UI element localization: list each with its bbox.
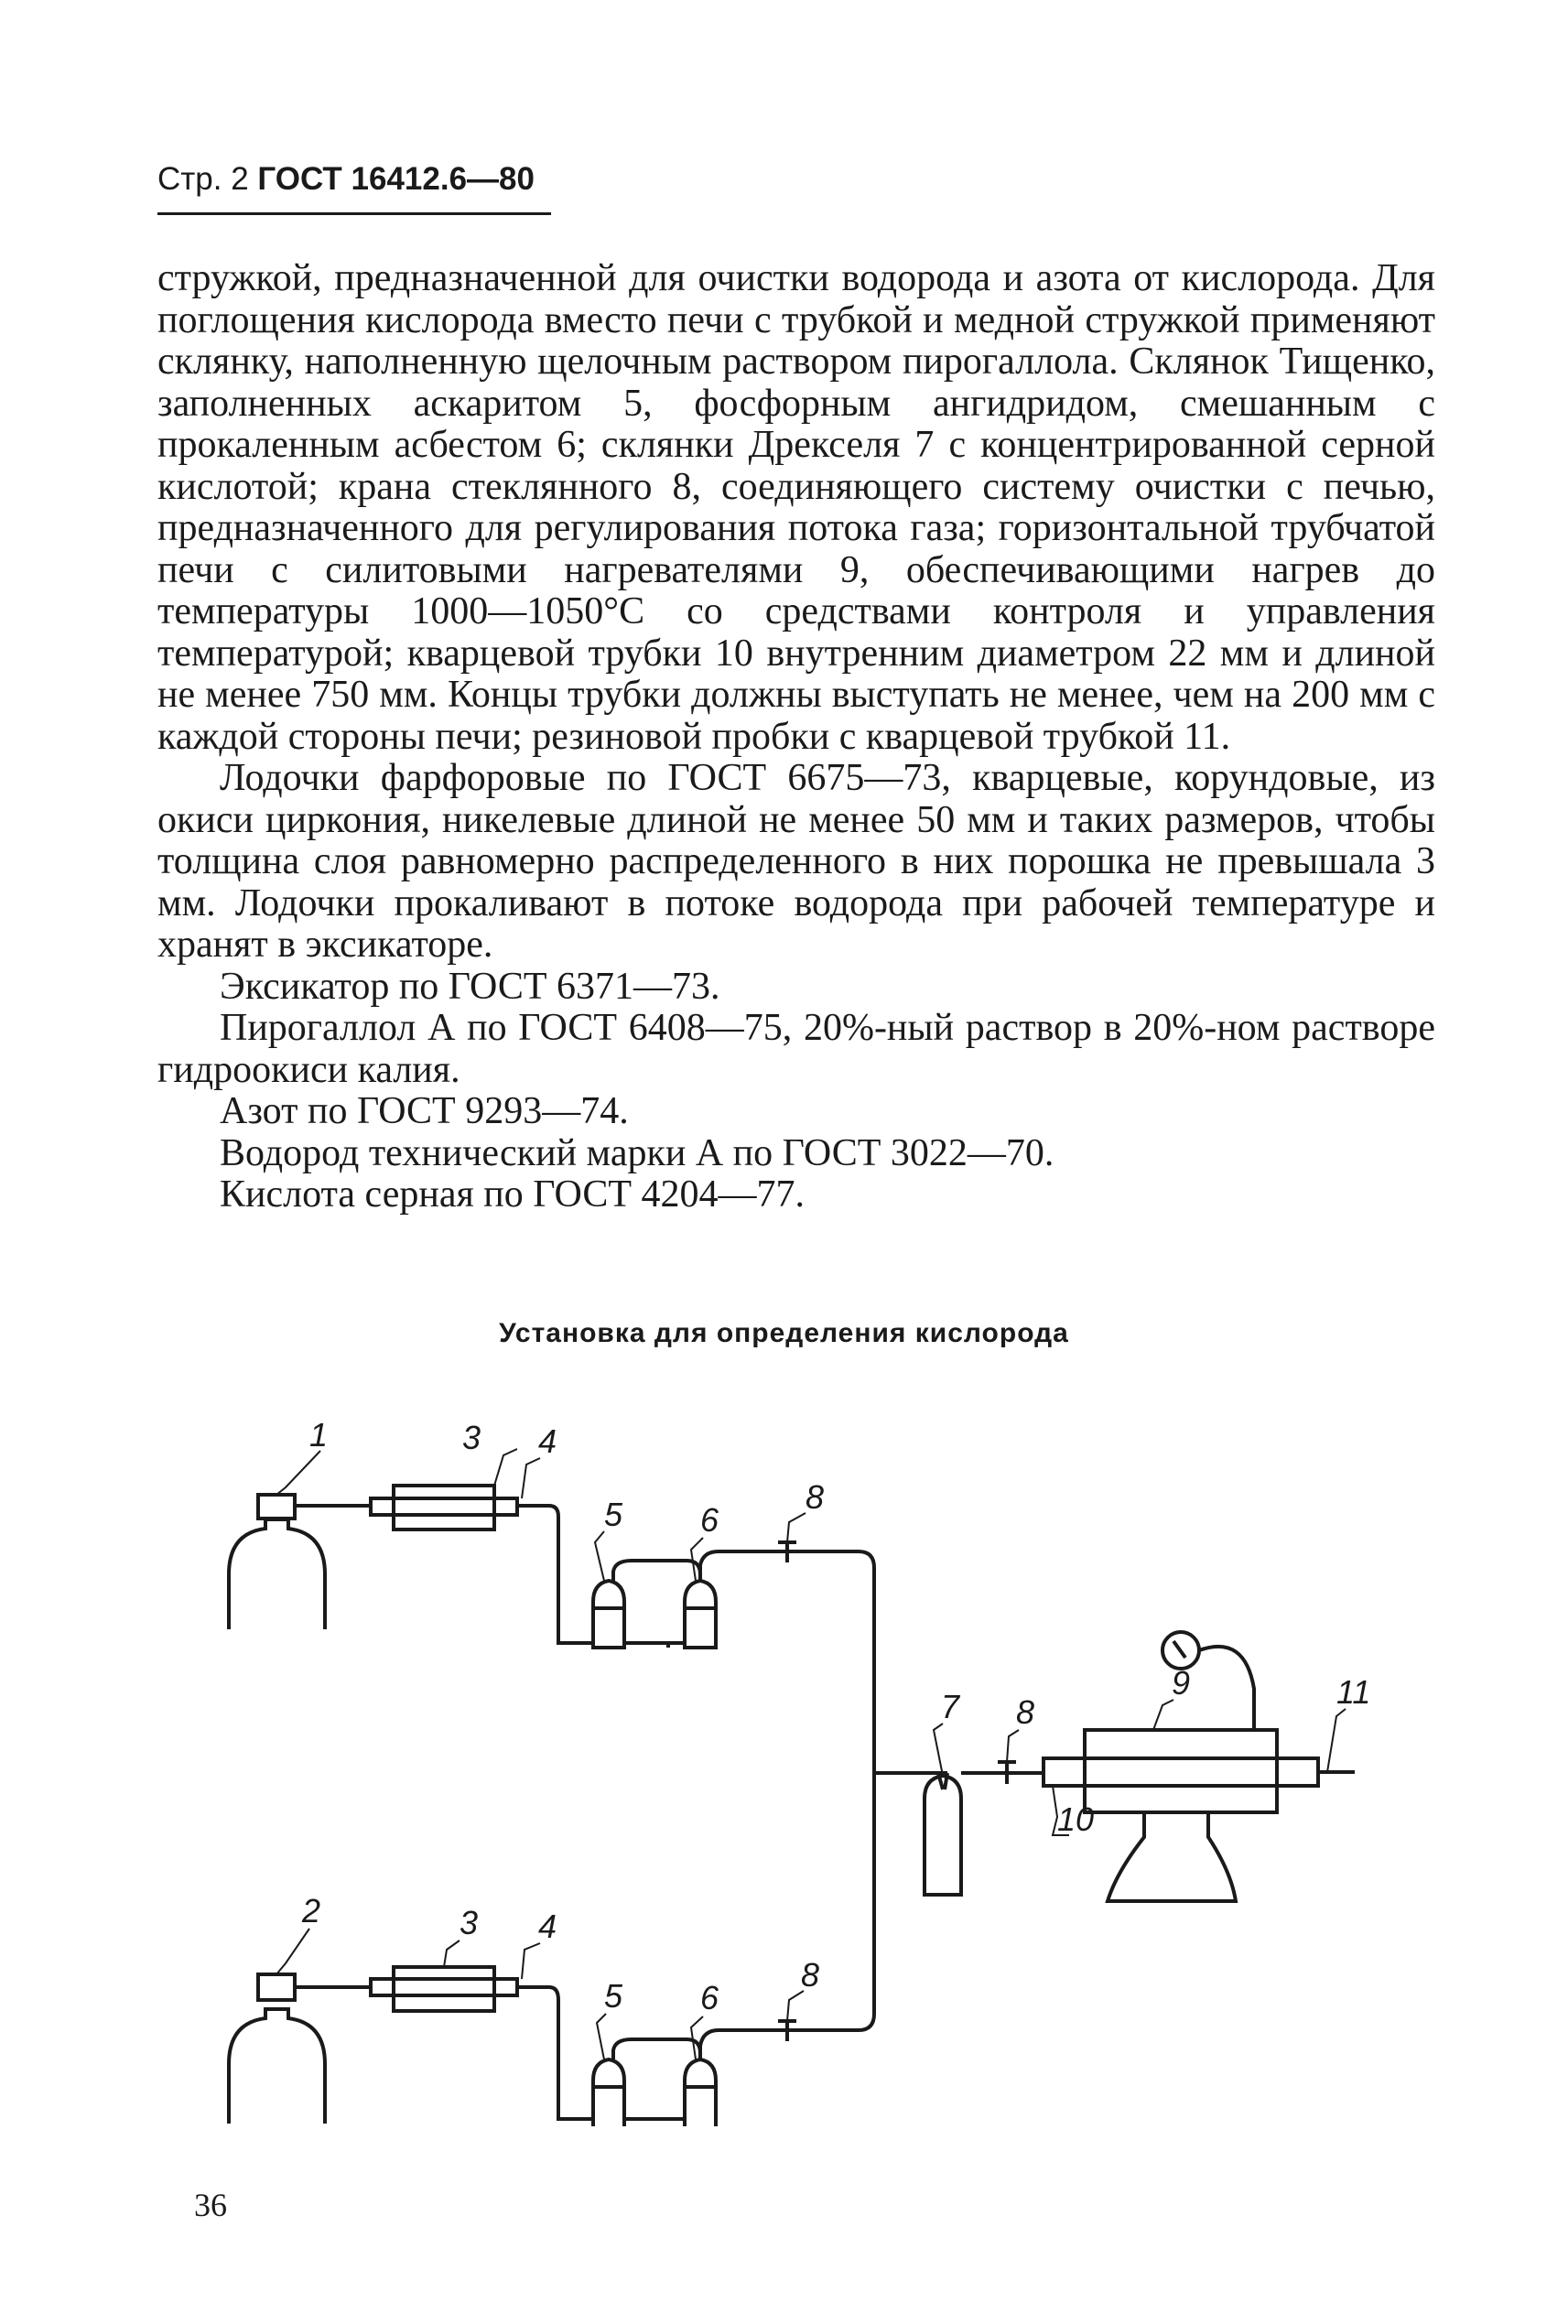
paragraph-equipment: стружкой, предназначенной для очистки водорода и азота от кислорода. Для поглощения кислорода вместо печи с трубкой и медной стружкой применяют склянку, наполненную щелочным раствором пирогаллола. Склянок Тищенко, заполненных аскаритом 5, фосфорным ангидридом, смешанным с прокаленным асбестом 6; склянки Дрекселя 7 с концентрированной серной кислотой; крана стеклянного 8, соединяющего систему очистки с печью, предназначенного для регулирования потока газа; горизонтальной трубчатой печи с силитовыми нагревателями 9, обеспечивающими нагрев до температуры 1000—1050°С со средствами контроля и управления температурой; кварцевой трубки 10 внутренним диаметром 22 мм и длиной не менее 750 мм. Концы трубки должны выступать не менее, чем на 200 мм с каждой стороны печи; резиновой пробки с кварцевой трубкой 11. bbox=[157, 257, 1435, 758]
apparatus-diagram bbox=[201, 1414, 1391, 2128]
page-number: 36 bbox=[194, 2187, 227, 2223]
tishchenko-flask-6-lower bbox=[685, 2059, 716, 2126]
lower-purification-line bbox=[229, 1780, 874, 2126]
paragraph-sulfuric-acid: Кислота серная по ГОСТ 4204—77. bbox=[220, 1173, 806, 1216]
label-3-upper: 3 bbox=[462, 1419, 481, 1456]
label-5-lower: 5 bbox=[604, 1977, 623, 2015]
label-2: 2 bbox=[302, 1892, 321, 1929]
label-10: 10 bbox=[1057, 1800, 1095, 1838]
label-3-lower: 3 bbox=[460, 1904, 479, 1941]
upper-purification-line bbox=[229, 1486, 874, 1680]
tishchenko-flask-5-lower bbox=[593, 2059, 624, 2126]
header-rule bbox=[157, 212, 551, 215]
furnace-3-upper bbox=[394, 1486, 494, 1530]
paragraph-nitrogen: Азот по ГОСТ 9293—74. bbox=[220, 1090, 629, 1132]
gas-cylinder-2 bbox=[229, 2009, 325, 2124]
reducer-valve-1 bbox=[258, 1495, 295, 1519]
label-11: 11 bbox=[1336, 1673, 1371, 1711]
paragraph-pyrogallol: Пирогаллол А по ГОСТ 6408—75, 20%-ный раствор в 20%-ном растворе гидроокиси калия. bbox=[157, 1007, 1435, 1091]
figure-title: Установка для определения кислорода bbox=[499, 1318, 1069, 1348]
label-4-upper: 4 bbox=[538, 1422, 557, 1460]
label-8-reaction: 8 bbox=[1016, 1693, 1035, 1731]
tube-furnace-9 bbox=[1085, 1730, 1277, 1812]
paragraph-desiccator: Эксикатор по ГОСТ 6371—73. bbox=[220, 965, 720, 1008]
drexel-flask-7 bbox=[925, 1776, 961, 1895]
tishchenko-flask-5-upper bbox=[593, 1581, 624, 1648]
label-6-upper: 6 bbox=[700, 1501, 719, 1539]
label-8-lower: 8 bbox=[801, 1956, 820, 1994]
label-5-upper: 5 bbox=[604, 1496, 623, 1533]
paragraph-boats: Лодочки фарфоровые по ГОСТ 6675—73, кварцевые, корундовые, из окиси циркония, никелевые длиной не менее 50 мм и таких размеров, чтобы толщина слоя равномерно распределенного в них порошка не превышала 3 мм. Лодочки прокаливают в потоке водорода при рабочей температуре и хранят в эксикаторе. bbox=[157, 757, 1435, 966]
label-8-upper: 8 bbox=[806, 1478, 825, 1516]
page-label: Стр. 2 bbox=[157, 161, 249, 197]
body-text bbox=[157, 258, 1435, 1216]
paragraph-hydrogen: Водород технический марки А по ГОСТ 3022—70. bbox=[220, 1131, 1054, 1174]
furnace-3-lower bbox=[394, 1967, 494, 2011]
page-header bbox=[157, 161, 551, 198]
label-9: 9 bbox=[1172, 1664, 1191, 1702]
reducer-valve-2 bbox=[258, 1974, 295, 2000]
standard-number: ГОСТ 16412.6—80 bbox=[257, 161, 535, 197]
label-6-lower: 6 bbox=[700, 1979, 719, 2016]
gas-cylinder-1 bbox=[229, 1519, 325, 1629]
furnace-stand bbox=[1108, 1812, 1236, 1901]
label-7: 7 bbox=[941, 1688, 960, 1725]
label-1: 1 bbox=[309, 1416, 329, 1454]
tishchenko-flask-6-upper bbox=[685, 1581, 716, 1648]
label-4-lower: 4 bbox=[538, 1908, 557, 1945]
reaction-section bbox=[874, 1632, 1355, 1901]
